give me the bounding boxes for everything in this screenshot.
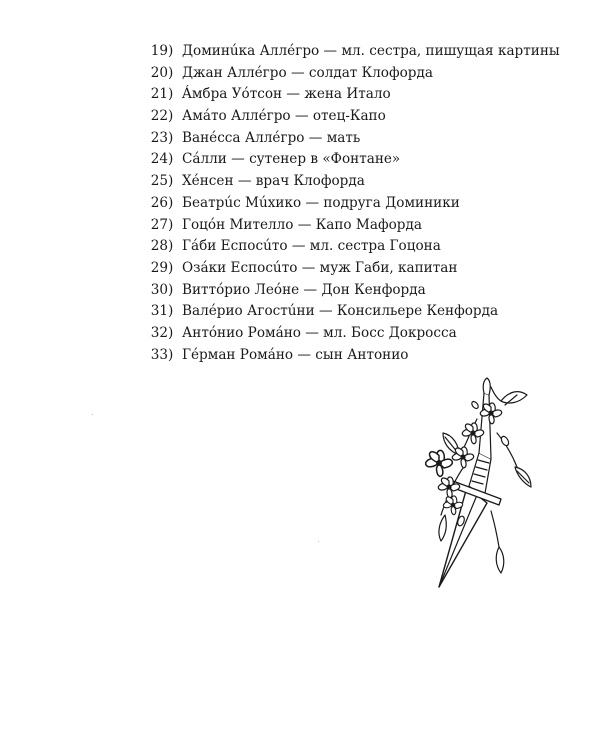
item-text: Сáлли — сутенер в «Фонтане» [182, 151, 401, 168]
list-item: 26 ) Беатрúс Мúхико — подруга Доминики [138, 193, 560, 215]
list-item: 30 ) Виттóрио Леóне — Дон Кенфорда [138, 280, 560, 302]
list-item: 20 ) Джан Аллéгро — солдат Клофорда [138, 63, 560, 85]
item-number: 22 [150, 108, 168, 125]
item-text: Антóнио Ромáно — мл. Босс Докросса [182, 324, 457, 341]
list-item: 29 ) Озáки Еспосúто — муж Габи, капитан [138, 258, 560, 280]
item-number: 28 [150, 238, 168, 255]
item-text: Виттóрио Леóне — Дон Кенфорда [182, 281, 426, 298]
scan-speck [318, 541, 319, 542]
list-item: 23 ) Ванéсса Аллéгро — мать [138, 128, 560, 150]
item-text: Амáто Аллéгро — отец-Капо [182, 108, 386, 125]
item-text: Валéрио Агостúни — Консильере Кенфорда [182, 303, 499, 320]
item-text: Ванéсса Аллéгро — мать [182, 129, 361, 146]
item-number: 23 [150, 129, 168, 146]
item-text: Хéнсен — врач Клофорда [182, 173, 365, 190]
item-text: Гáби Еспосúто — мл. сестра Гоцона [182, 238, 441, 255]
item-number: 20 [150, 64, 168, 81]
list-item: 24 ) Сáлли — сутенер в «Фонтане» [138, 149, 560, 171]
item-number: 24 [150, 151, 168, 168]
item-number: 30 [150, 281, 168, 298]
item-number: 32 [150, 324, 168, 341]
scan-speck [92, 414, 93, 415]
list-item: 25 ) Хéнсен — врач Клофорда [138, 171, 560, 193]
item-number: 19 [150, 43, 168, 59]
item-number: 29 [150, 259, 168, 276]
item-number: 31 [150, 303, 168, 320]
item-number: 33 [150, 346, 168, 363]
item-text: Áмбра Уóтсон — жена Итало [182, 86, 391, 103]
list-item: 21 ) Áмбра Уóтсон — жена Итало [138, 84, 560, 106]
dagger-with-flowers-icon [405, 375, 535, 600]
item-text: Джан Аллéгро — солдат Клофорда [182, 64, 433, 81]
item-number: 25 [150, 173, 168, 190]
list-item: 27 ) Гоцóн Мителло — Капо Мафорда [138, 215, 560, 237]
item-number: 27 [150, 216, 168, 233]
item-text: Доминúка Аллéгро — мл. сестра, пишущая картины [182, 43, 560, 59]
character-list [138, 41, 560, 366]
list-item: 19 ) Доминúка Аллéгро — мл. сестра, пишущая картины [138, 41, 560, 63]
list-item: 32 ) Антóнио Ромáно — мл. Босс Докросса [138, 323, 560, 345]
item-number: 26 [150, 194, 168, 211]
item-number: 21 [150, 86, 168, 103]
item-text: Гоцóн Мителло — Капо Мафорда [182, 216, 422, 233]
list-item: 22 ) Амáто Аллéгро — отец-Капо [138, 106, 560, 128]
item-text: Гéрман Ромáно — сын Антонио [182, 346, 409, 363]
item-text: Озáки Еспосúто — муж Габи, капитан [182, 259, 458, 276]
list-item: 33 ) Гéрман Ромáно — сын Антонио [138, 345, 560, 367]
list-item: 31 ) Валéрио Агостúни — Консильере Кенфорда [138, 301, 560, 323]
item-text: Беатрúс Мúхико — подруга Доминики [182, 194, 460, 211]
list-item: 28 ) Гáби Еспосúто — мл. сестра Гоцона [138, 236, 560, 258]
